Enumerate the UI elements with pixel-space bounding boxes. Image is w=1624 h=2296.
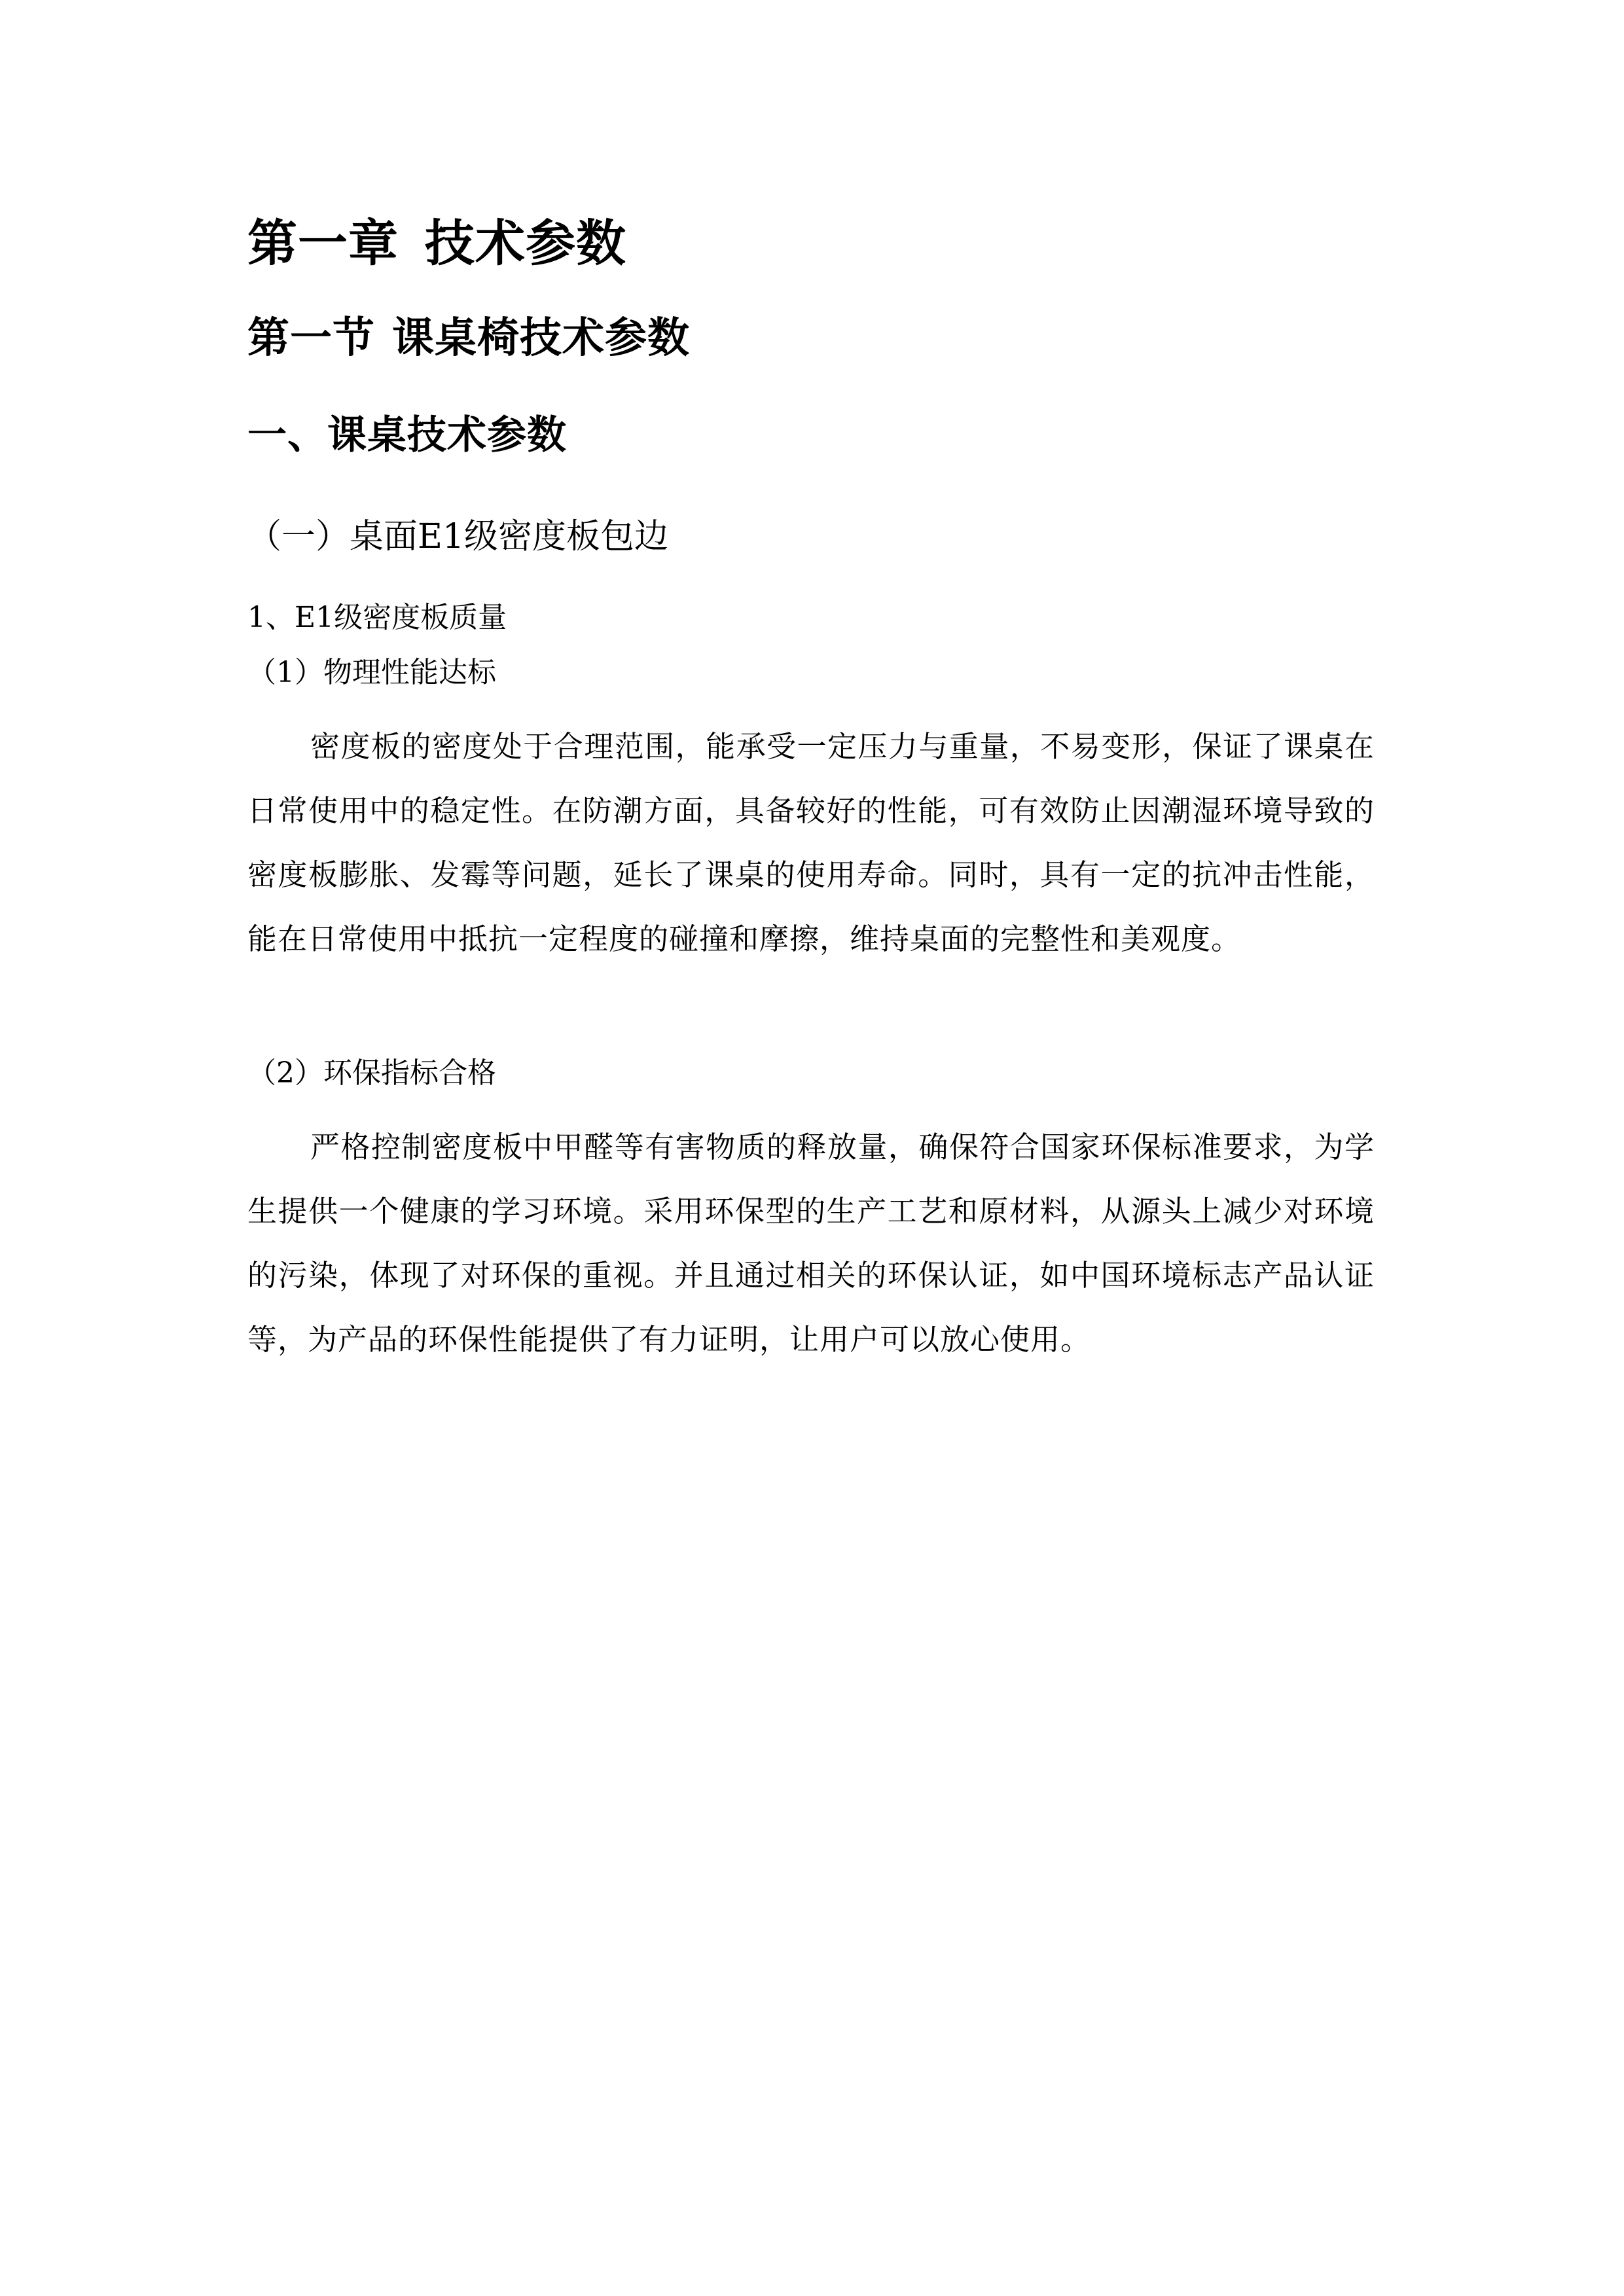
chapter-name: 技术参数 <box>425 214 626 272</box>
section-title <box>247 309 690 368</box>
subpoint-title: （2）环保指标合格 <box>247 1056 496 1090</box>
subpoint-title: （1）物理性能达标 <box>247 656 496 689</box>
chapter-number: 第一章 <box>247 214 399 272</box>
section-number: 第一节 <box>247 314 375 363</box>
point-title: 1、E1级密度板质量 <box>247 601 507 634</box>
item-title: （一）桌面E1级密度板包边 <box>247 517 669 556</box>
subsection-title: 一、课桌技术参数 <box>247 412 567 458</box>
chapter-title <box>247 211 626 276</box>
paragraph: 严格控制密度板中甲醛等有害物质的释放量，确保符合国家环保标准要求，为学生提供一个健康的学习环境。采用环保型的生产工艺和原材料，从源头上减少对环境的污染，体现了对环保的重视。并且通过相关的环保认证，如中国环境标志产品认证等，为产品的环保性能提供了有力证明，让用户可以放心使用。 <box>247 1130 1375 1357</box>
section-name: 课桌椅技术参数 <box>392 314 690 363</box>
paragraph: 密度板的密度处于合理范围，能承受一定压力与重量，不易变形，保证了课桌在日常使用中的稳定性。在防潮方面，具备较好的性能，可有效防止因潮湿环境导致的密度板膨胀、发霉等问题，延长了课桌的使用寿命。同时，具有一定的抗冲击性能，能在日常使用中抵抗一定程度的碰撞和摩擦，维持桌面的完整性和美观度。 <box>247 729 1375 956</box>
